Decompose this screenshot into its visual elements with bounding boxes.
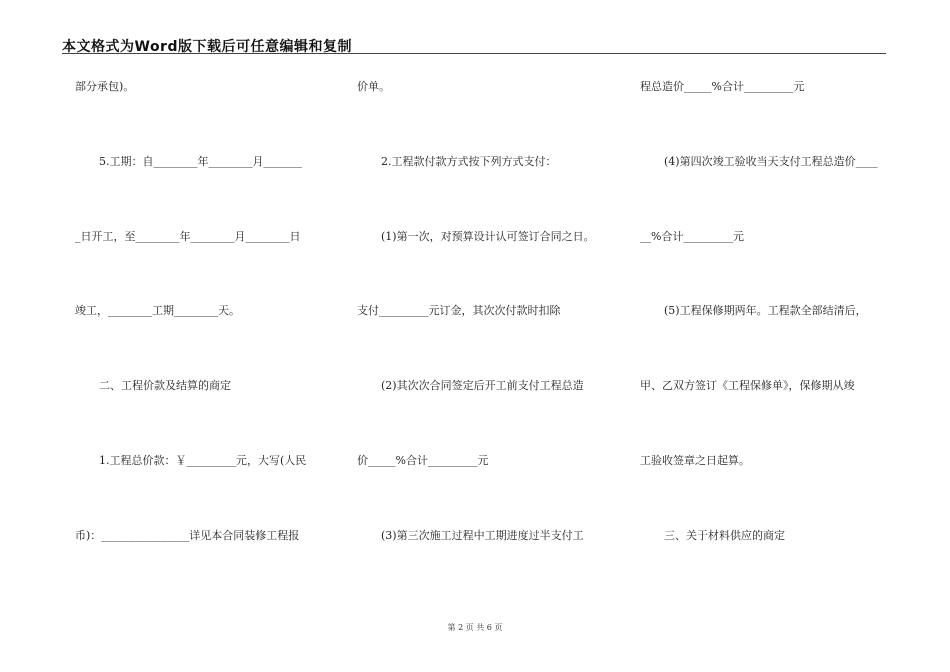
text-line: 甲、乙双方签订《工程保修单》，保修期从竣 <box>640 379 855 392</box>
header-divider <box>62 53 886 54</box>
text-line: 1.工程总价款：￥_________元，大写(人民 <box>99 454 307 467</box>
text-line: (4)第四次竣工验收当天支付工程总造价____ <box>664 155 878 168</box>
text-line: __%合计_________元 <box>640 230 744 243</box>
text-line: _日开工，至________年________月________日 <box>75 230 301 243</box>
text-line: 程总造价_____%合计_________元 <box>640 80 805 93</box>
text-line: (2)其次次合同签定后开工前支付工程总造 <box>381 379 584 392</box>
text-line: 部分承包)。 <box>75 80 135 93</box>
text-line: (5)工程保修期两年。工程款全部结清后， <box>664 304 867 317</box>
text-line: 2.工程款付款方式按下列方式支付： <box>381 155 557 168</box>
text-line: 支付_________元订金，其次次付款时扣除 <box>357 304 561 317</box>
page-number: 第 2 页 共 6 页 <box>447 623 503 632</box>
text-line: 价_____%合计_________元 <box>357 454 489 467</box>
text-line: (3)第三次施工过程中工期进度过半支付工 <box>381 529 584 542</box>
header-title: 本文格式为Word版下载后可任意编辑和复制 <box>62 39 352 55</box>
text-line: 币)：________________详见本合同装修工程报 <box>75 529 300 542</box>
text-line: 工验收签章之日起算。 <box>640 454 750 467</box>
text-line: 价单。 <box>357 80 390 93</box>
text-line: (1)第一次，对预算设计认可签订合同之日。 <box>381 230 595 243</box>
section-heading: 二、工程价款及结算的商定 <box>99 379 231 392</box>
section-heading: 三、关于材料供应的商定 <box>664 529 785 542</box>
text-line: 5.工期：自________年________月_______ <box>99 155 302 168</box>
text-line: 竣工，________工期________天。 <box>75 304 240 317</box>
